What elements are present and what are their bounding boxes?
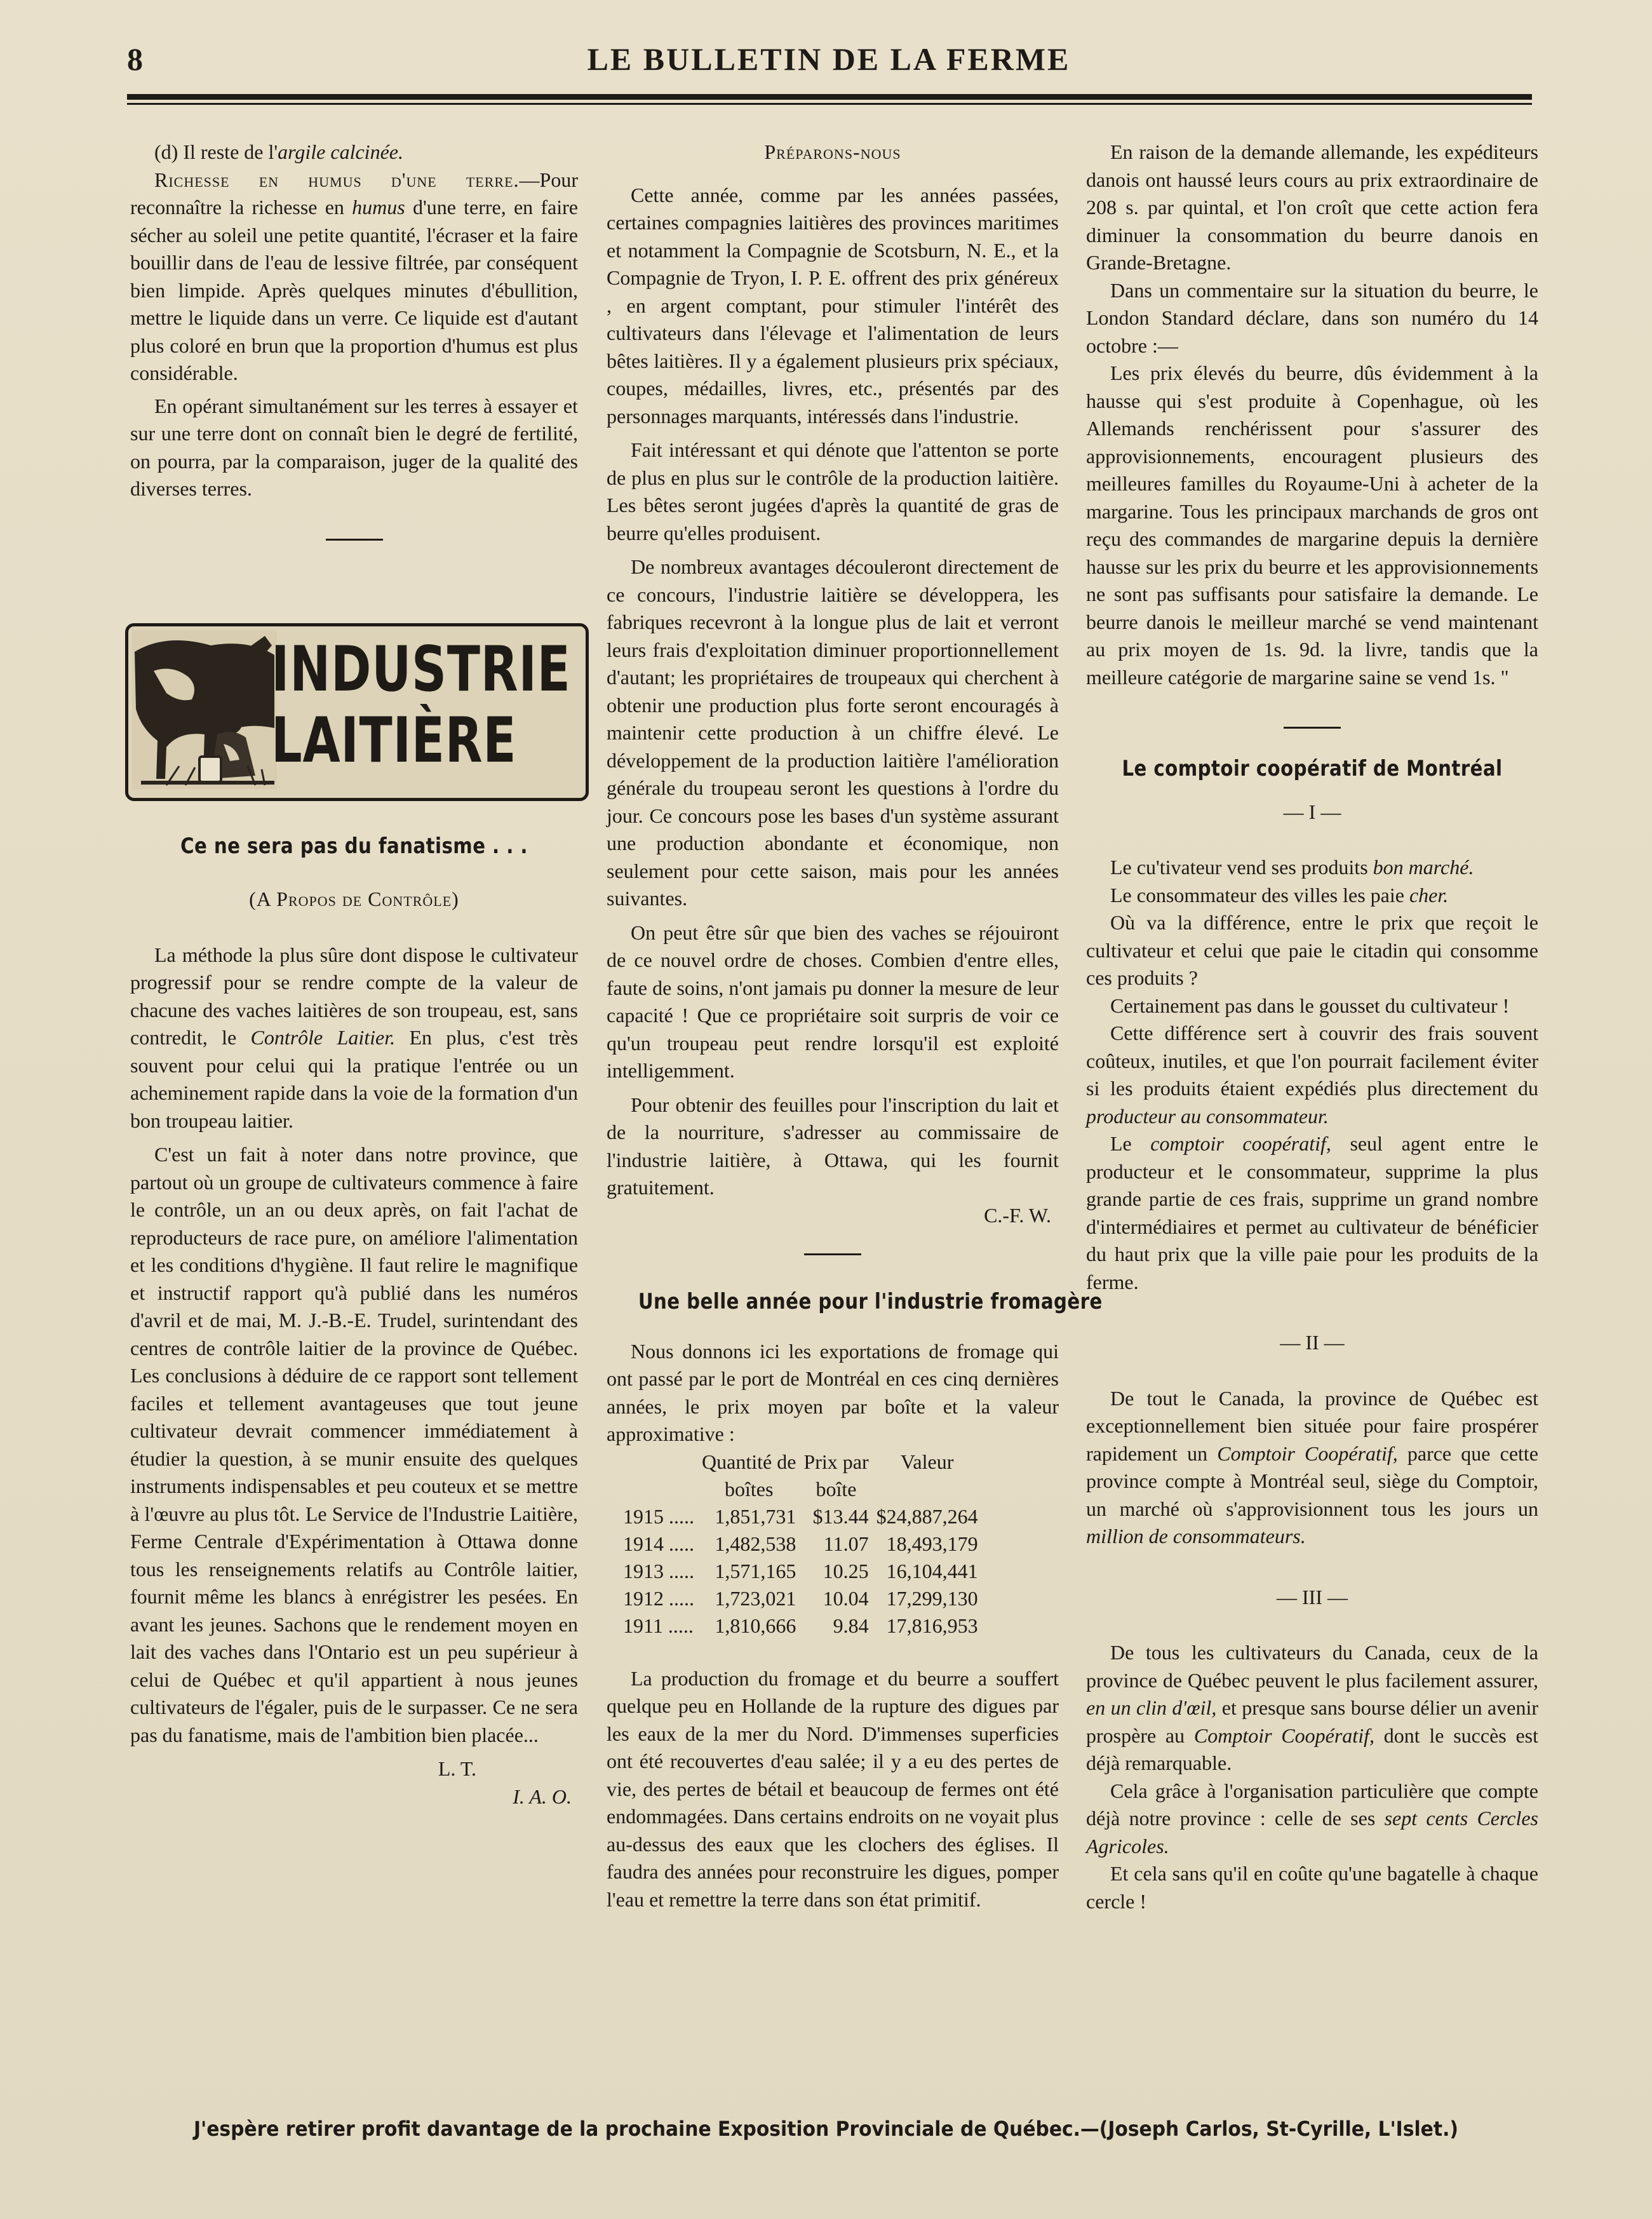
paragraph: En opérant simultanément sur les terres à essayer et sur une terre dont on connaît bien le degré de fertilité, on pourra, par la comparaison, juger de la qualité des diverses terres. bbox=[130, 394, 578, 500]
table-row bbox=[619, 1585, 982, 1612]
paragraph bbox=[1086, 882, 1538, 910]
text: En plus, c'est très souvent pour celui qui la pratique l'entrée ou un acheminement rapide dans la voie de la formation d'un bon troupeau laitier. bbox=[130, 1026, 579, 1132]
column-header: boîtes bbox=[724, 1477, 774, 1501]
table-cell: 10.25 bbox=[823, 1559, 869, 1582]
paragraph: Certainement pas dans le gousset du cultivateur ! bbox=[1110, 994, 1510, 1017]
italic-text: bon marché. bbox=[1373, 856, 1474, 879]
footer-testimonial: J'espère retirer profit davantage de la prochaine Exposition Provinciale de Québec.—(Joseph Carlos, St-Cyrille, L'Islet.) bbox=[194, 2117, 1458, 2141]
italic-text: producteur au consommateur. bbox=[1086, 1104, 1329, 1128]
column-header: boîte bbox=[816, 1477, 857, 1501]
table-cell: 1,810,666 bbox=[715, 1614, 796, 1637]
table-cell: 1,723,021 bbox=[715, 1586, 796, 1610]
table-cell: 17,816,953 bbox=[886, 1614, 978, 1637]
paragraph: Dans un commentaire sur la situation du beurre, le London Standard déclare, dans son numéro du 14 octobre :— bbox=[1086, 278, 1538, 357]
text: Cette différence sert à couvrir des frais souvent coûteux, inutiles, et que l'on pourrait facilement éviter si les produits étaient expédiés plus directement du bbox=[1086, 1022, 1538, 1100]
italic-text: comptoir coopératif, bbox=[1150, 1132, 1331, 1155]
table-cell: 11.07 bbox=[823, 1532, 869, 1555]
text: Il reste de l' bbox=[178, 140, 278, 163]
table-cell: 1911 ..... bbox=[623, 1614, 694, 1637]
column-header: Valeur bbox=[900, 1450, 954, 1473]
paragraph: Fait intéressant et qui dénote que l'attenton se porte de plus en plus sur le contrôle de la production laitière. Les bêtes seront jugées d'après la quantité de gras de beurre qu'elles produisent. bbox=[607, 438, 1059, 544]
table-cell: 1,482,538 bbox=[715, 1532, 796, 1555]
table-cell: $13.44 bbox=[812, 1504, 869, 1528]
paragraph bbox=[130, 138, 578, 166]
table-cell: 16,104,441 bbox=[886, 1559, 978, 1582]
italic-text: en un clin d'œil, bbox=[1086, 1696, 1217, 1719]
banner-line: LAITIÈRE bbox=[271, 704, 517, 777]
paragraph bbox=[1086, 854, 1538, 882]
italic-text: cher. bbox=[1409, 883, 1449, 907]
paragraph: La production du fromage et du beurre a souffert quelque peu en Hollande de la rupture des digues par les eaux de la mer du Nord. D'immenses superficies ont été recouvertes d'eau salée; il y a eu des pertes de vie, des pertes de bétail et beaucoup de fermes ont été endommagées. Dans certains endroits on ne voyait plus au-dessus des eaux que les clochers des églises. Il faudra des années pour reconstruire les digues, pomper l'eau et remettre la terre dans son état primitif. bbox=[607, 1666, 1059, 1911]
paragraph bbox=[1086, 1020, 1538, 1130]
paragraph bbox=[1086, 1639, 1538, 1777]
signature: L. T. bbox=[438, 1757, 476, 1780]
paragraph: Où va la différence, entre le prix que reçoit le cultivateur et celui que paie le citadin qui consomme ces produits ? bbox=[1086, 911, 1538, 989]
page-header bbox=[127, 37, 1531, 76]
paragraph bbox=[130, 166, 578, 388]
article-title: Le comptoir coopératif de Montréal bbox=[1122, 756, 1503, 781]
italic-text: Comptoir Coopératif, bbox=[1193, 1723, 1374, 1747]
text: La méthode la plus sûre dont dispose le cultivateur progressif pour se rendre compte de la valeur de chacune des vaches laitières de son troupeau, est, sans contredit, le bbox=[130, 943, 578, 1049]
table-row bbox=[619, 1558, 982, 1585]
article-title: Préparons-nous bbox=[764, 140, 901, 163]
signature: C.-F. W. bbox=[984, 1203, 1051, 1227]
text: Cela grâce à l'organisation particulière que compte déjà notre province : celle de ses bbox=[1086, 1779, 1538, 1830]
italic-text: Comptoir Coopératif, bbox=[1217, 1441, 1398, 1465]
text: Le cu'tivateur vend ses produits bbox=[1110, 856, 1373, 879]
column-1 bbox=[130, 138, 578, 1811]
table-cell: 18,493,179 bbox=[886, 1532, 978, 1555]
table-cell: 1,851,731 bbox=[715, 1504, 796, 1528]
item-label: (d) bbox=[154, 140, 178, 163]
paragraph: Pour obtenir des feuilles pour l'inscription du lait et de la nourriture, s'adresser au commissaire de l'industrie laitière, à Ottawa, qui les fournit gratuitement. bbox=[607, 1093, 1059, 1199]
table-cell: 1,571,165 bbox=[715, 1559, 796, 1582]
industrie-laitiere-banner bbox=[125, 623, 589, 801]
paragraph: On peut être sûr que bien des vaches se réjouiront de ce nouvel ordre de choses. Combien d'entre elles, faute de soins, n'ont jamais pu donner la mesure de leur capacité ! Que ce propriétaire soit surpris de voir ce qu'un troupeau peut rendre lorsqu'il est exploité intelligemment. bbox=[607, 921, 1059, 1082]
paragraph: Nous donnons ici les exportations de fromage qui ont passé par le port de Montréal en ces cinq dernières années, le prix moyen par boîte et la valeur approximative : bbox=[607, 1339, 1059, 1445]
table-cell: 1914 ..... bbox=[623, 1532, 694, 1555]
text: dont le succès est déjà remarquable. bbox=[1086, 1723, 1539, 1774]
section-number: — I — bbox=[1283, 800, 1341, 823]
article-title: Ce ne sera pas du fanatisme . . . bbox=[180, 833, 528, 859]
page-number: 8 bbox=[127, 41, 143, 77]
text: —Pour reconnaître la richesse en bbox=[130, 168, 578, 219]
column-header bbox=[873, 1476, 982, 1503]
article-subtitle: (A Propos de Contrôle) bbox=[249, 887, 459, 910]
paragraph bbox=[1086, 1777, 1538, 1861]
signature bbox=[130, 1783, 578, 1811]
table-cell: 1912 ..... bbox=[623, 1586, 694, 1610]
table-cell: 17,299,130 bbox=[886, 1586, 978, 1610]
table-cell: 1913 ..... bbox=[623, 1559, 694, 1582]
paragraph: En raison de la demande allemande, les expéditeurs danois ont haussé leurs cours au prix extraordinaire de 208 s. par quintal, et l'on croît que cette action fera diminuer la consommation du beurre danois en Grande-Bretagne. bbox=[1086, 140, 1538, 274]
column-header: Quantité de bbox=[702, 1450, 796, 1473]
table-header-row bbox=[619, 1476, 982, 1503]
paragraph: C'est un fait à noter dans notre province, que partout où un groupe de cultivateurs commence à faire le contrôle, un an ou deux après, on fait l'achat de reproducteurs de race pure, on améliore l'alimentation et les conditions d'hygiène. Il faut relire le magnifique et instructif rapport qu'à publié dans les numéros d'avril et de mai, M. J.-B.-E. Trudel, surintendant des centres de contrôle laitier de la province de Québec. Les conclusions à déduire de ce rapport sont tellement faciles et tellement avantageuses que tout jeune cultivateur devrait commencer immédiatement à étudier la question, à se munir ensuite des quelques instruments indispensables et peu couteux et se mettre à l'œuvre au plus tôt. Le Service de l'Industrie Laitière, Ferme Centrale d'Expérimentation à Ottawa donne tous les renseignements relatifs au Contrôle laitier, fournit même les blancs à enrégistrer les pesées. En avant les jeunes. Sachons que le rendement moyen en lait des vaches dans l'Ontario est un peu supérieur à celui de Québec et qu'il appartient à nous jeunes cultivateurs de l'égaler, puis de le surpasser. Ce ne sera pas du fanatisme, mais de l'ambition bien placée... bbox=[130, 1143, 578, 1746]
signature-affiliation: I. A. O. bbox=[513, 1784, 572, 1808]
text: et presque sans bourse délier un avenir prospère au bbox=[1086, 1696, 1539, 1747]
column-header: Prix par bbox=[803, 1450, 869, 1473]
running-head: LE BULLETIN DE LA FERME bbox=[587, 41, 1071, 77]
section-number: — II — bbox=[1280, 1331, 1345, 1354]
paragraph: Les prix élevés du beurre, dûs évidemment à la hausse qui s'est produite à Copenhague, où les Allemands renchérissent pour s'assurer des approvisionnements, encouragent plusieurs des meilleures familles du Royaume-Uni à acheter de la margarine. Tous les principaux marchands de gros ont reçu des commandes de margarine depuis la dernière hausse sur les prix du beurre et les approvisionnements ne sont pas suffisants pour satisfaire la demande. Le beurre danois le meilleur marché se vend maintenant au prix moyen de 1s. 9d. la livre, tandis que la meilleure catégorie de margarine saine se vend 1s. " bbox=[1086, 361, 1538, 689]
cheese-exports-table bbox=[619, 1448, 982, 1640]
italic-text: million de consommateurs. bbox=[1086, 1525, 1306, 1548]
text: seul agent entre le producteur et le consommateur, supprime la plus grande partie de ces frais, supprime un grand nombre d'intermédiaires et permet au cultivateur de bénéficier du haut prix que la ville paie pour les produits de la ferme. bbox=[1086, 1132, 1538, 1293]
italic-text: argile calcinée. bbox=[278, 140, 403, 163]
column-3 bbox=[1086, 138, 1538, 1915]
table-row bbox=[619, 1612, 982, 1640]
text: De tout le Canada, la province de Québec est exceptionnellement bien située pour faire prospérer rapidement un bbox=[1086, 1386, 1538, 1465]
paragraph: Et cela sans qu'il en coûte qu'une bagatelle à chaque cercle ! bbox=[1086, 1862, 1538, 1913]
paragraph bbox=[1086, 1130, 1538, 1296]
table-row bbox=[619, 1530, 982, 1558]
table-header-row bbox=[619, 1448, 982, 1476]
table-cell: $24,887,264 bbox=[876, 1504, 978, 1528]
article-title: Une belle année pour l'industrie fromagère bbox=[638, 1289, 1103, 1314]
table-row bbox=[619, 1503, 982, 1530]
paragraph: Cette année, comme par les années passées, certaines compagnies laitières des provinces maritimes et notamment la Compagnie de Scotsburn, N. E., et la Compagnie de Tryon, I. P. E. offrent des prix généreux , en argent comptant, pour stimuler l'intérêt des cultivateurs dans l'élevage et l'alimentation de leurs bêtes laitières. Il y a également plusieurs prix spéciaux, coupes, médailles, livres, etc., présentés par des personnages marquants, intéressés dans l'industrie. bbox=[607, 183, 1059, 428]
header-rule bbox=[127, 94, 1532, 100]
text: parce que cette province compte à Montréal seul, siège du Comptoir, un marché où s'approvisionnent tous les jours un bbox=[1086, 1441, 1538, 1520]
text: Le bbox=[1110, 1132, 1151, 1155]
table-cell: 9.84 bbox=[833, 1614, 869, 1637]
table-cell: 1915 ..... bbox=[623, 1504, 694, 1528]
section-number: — III — bbox=[1277, 1585, 1348, 1609]
text: d'une terre, en faire sécher au soleil une petite quantité, l'écraser et la faire bouillir dans de l'eau de lessive filtrée, par conséquent bien limpide. Après quelques minutes d'ébullition, mettre le liquide dans un verre. Ce liquide est d'autant plus coloré en brun que la proportion d'humus est plus considérable. bbox=[130, 196, 578, 384]
banner-line: INDUSTRIE bbox=[271, 633, 571, 706]
header-rule-thin bbox=[127, 103, 1532, 105]
text: Le consommateur des villes les paie bbox=[1110, 883, 1409, 907]
run-in-heading: Richesse en humus d'une terre. bbox=[154, 168, 520, 191]
table-cell: 10.04 bbox=[823, 1586, 869, 1610]
italic-text: Contrôle Laitier. bbox=[250, 1026, 396, 1049]
text: De tous les cultivateurs du Canada, ceux de la province de Québec peuvent le plus facilement assurer, bbox=[1086, 1641, 1538, 1692]
paragraph bbox=[130, 941, 578, 1135]
italic-text: sept cents Cercles Agricoles. bbox=[1086, 1807, 1539, 1858]
paragraph bbox=[1086, 1385, 1538, 1551]
italic-text: humus bbox=[352, 196, 405, 219]
banner-title bbox=[271, 633, 571, 777]
column-2 bbox=[607, 138, 1103, 1913]
paragraph: De nombreux avantages découleront directement de ce concours, l'industrie laitière se développera, les fabriques recevront à la longue plus de lait et verront leurs frais d'exploitation diminuer proportionnellement d'autant; les propriétaires de troupeaux qui cherchent à obtenir une production plus forte seront encouragés à maintenir cette production à un chiffre élevé. Le développement de la production laitière l'amélioration générale du troupeau seront les questions à l'ordre du jour. Ce concours pose les bases d'un système assurant une production abondante et économique, non seulement pour cette saison, mais pour les années suivantes. bbox=[607, 555, 1059, 910]
